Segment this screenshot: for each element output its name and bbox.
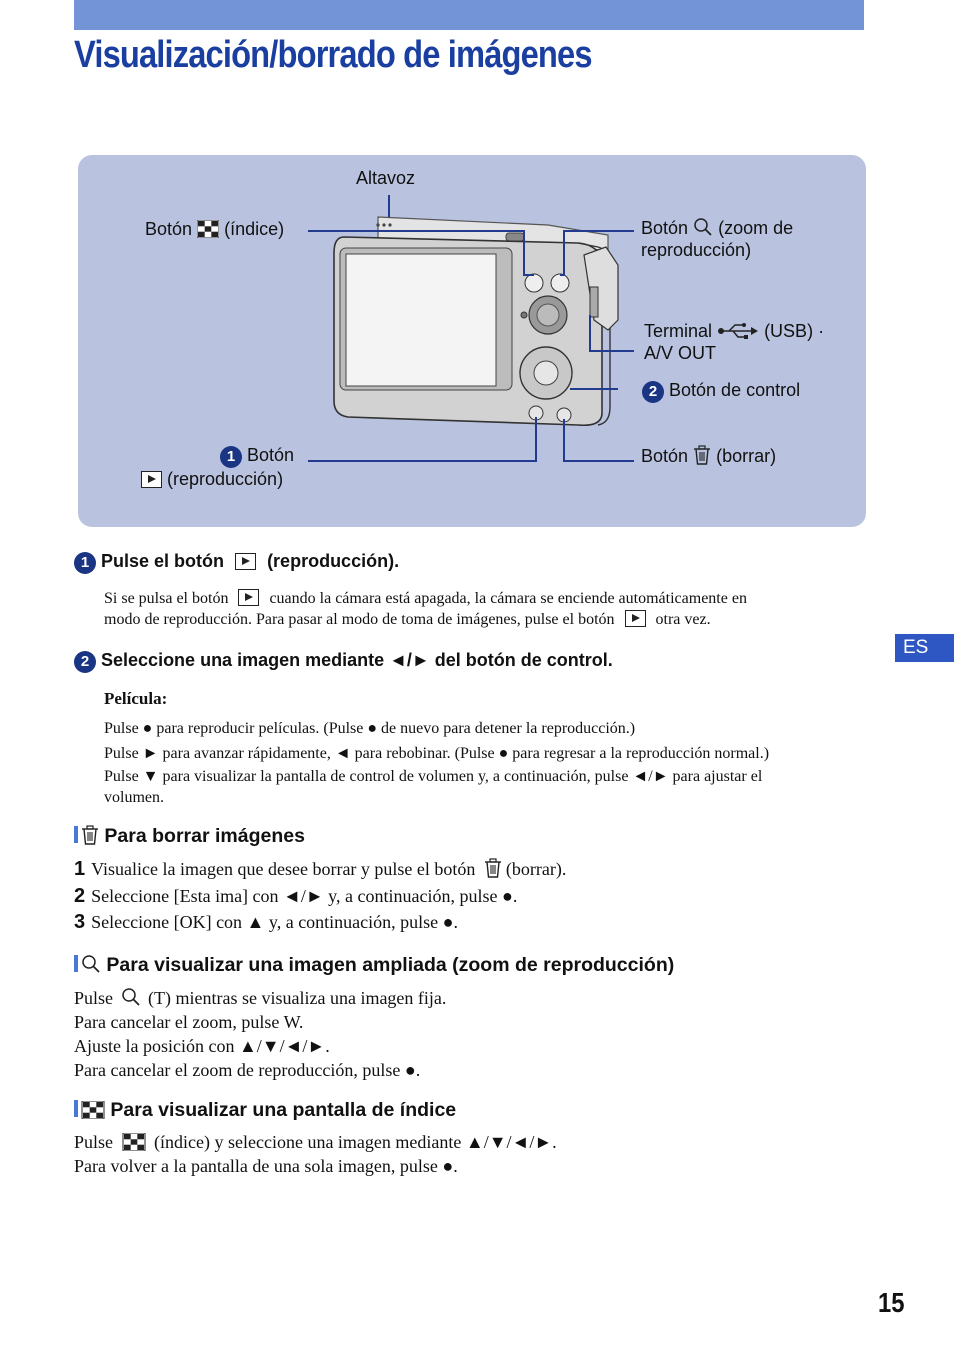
header-bar [74,0,864,30]
label-zoom-suffix: (zoom de [718,218,794,238]
indicator-lamp [521,312,527,318]
label-play-line2: (reproducción) [167,469,284,489]
language-tab: ES [895,634,954,662]
magnifier-icon [693,217,713,237]
label-terminal-text: Terminal [644,321,713,341]
label-zoom-text: Botón [641,218,689,238]
label-index-text: Botón [145,219,193,239]
index-line [74,1130,557,1154]
pelicula-line: volumen. [104,789,164,806]
label-terminal-line2: A/V OUT [644,343,717,363]
list-item [74,856,566,883]
label-altavoz: Altavoz [356,168,416,188]
zoom-body [74,986,446,1082]
label-play-button [141,444,294,490]
step1-text-c: modo de reproducción. Para pasar al modo de toma de imágenes, pulse el botón [104,611,615,628]
page-number: 15 [878,1287,905,1318]
zoom-heading-text: Para visualizar una imagen ampliada (zoom de reproducción) [106,954,675,976]
step1-body [104,588,747,630]
label-play-text: Botón [247,445,295,465]
speaker-hole [382,223,385,226]
zoom-line [74,986,446,1010]
step1-text-d: otra vez. [655,611,711,628]
section-bar [74,1100,78,1117]
list-number: 2 [74,884,86,907]
step1-text-a: Si se pulsa el botón [104,590,229,607]
trash-icon [693,445,711,465]
trash-icon [484,858,502,878]
terminal-port [590,287,598,317]
delete-section-heading [74,825,305,848]
list-text: Seleccione [Esta ima] con ◄/► y, a continuación, pulse ●. [91,885,518,906]
list-text: Visualice la imagen que desee borrar y pulse el botón [91,859,476,879]
label-index-suffix: (índice) [224,219,285,239]
zoom-line: Para cancelar el zoom de reproducción, pulse ●. [74,1060,421,1080]
pelicula-line: Pulse ● para reproducir películas. (Pulse ● de nuevo para detener la reproducción.) [104,720,636,737]
magnifier-icon [121,987,141,1007]
zoom-line: Para cancelar el zoom, pulse W. [74,1012,304,1032]
speaker-icon [376,223,379,226]
index-line1-a: Pulse [74,1132,114,1152]
label-zoom-line2: reproducción) [641,240,752,260]
delete-steps [74,856,566,936]
label-delete-suffix: (borrar) [716,446,777,466]
step1-body-line1 [104,588,747,609]
usb-icon [717,322,759,340]
index-icon [197,220,219,238]
play-icon [625,610,646,627]
shutter-button [506,233,524,241]
step2-heading [74,650,613,673]
list-text-suffix: (borrar). [505,859,567,879]
label-terminal [644,320,824,364]
zoom-button-shape [551,274,569,292]
step1-body-line2 [104,609,747,630]
section-bar [74,826,78,843]
step1-heading-suffix: (reproducción). [267,551,400,571]
step2-heading-text: Seleccione una imagen mediante ◄/► del botón de control. [101,650,613,670]
mode-dial-center [537,304,559,326]
pelicula-line: Pulse ► para avanzar rápidamente, ◄ para rebobinar. (Pulse ● para regresar a la reproducción normal.) [104,744,770,762]
leader-play [308,417,536,461]
lcd-screen [346,254,496,386]
index-line1-b: (índice) y seleccione una imagen mediante ▲/▼/◄/►. [154,1132,557,1152]
list-item [74,909,566,936]
section-bar [74,955,78,972]
speaker-hole [388,223,391,226]
trash-icon [81,825,99,845]
zoom-line1-a: Pulse [74,988,114,1008]
index-heading-text: Para visualizar una pantalla de índice [110,1099,457,1121]
play-icon [238,589,259,606]
play-icon [141,471,162,488]
label-index-button [145,218,284,240]
list-number: 3 [74,911,86,933]
marker-1: 1 [220,446,242,468]
zoom-section-heading [74,954,674,977]
step1-heading [74,551,399,574]
label-terminal-suffix: (USB) · [764,321,825,341]
index-line: Para volver a la pantalla de una sola imagen, pulse ●. [74,1156,458,1176]
camera-figure [78,155,866,527]
control-button-center [534,361,558,385]
pelicula-list [104,717,884,808]
step1-text-b: cuando la cámara está apagada, la cámara se enciende automáticamente en [269,590,747,607]
index-body [74,1130,557,1178]
list-item [74,883,566,910]
label-control-button [642,379,800,403]
step2-marker: 2 [74,651,96,673]
index-icon [122,1133,146,1151]
play-icon [235,553,256,570]
list-number: 1 [74,858,86,880]
step1-marker: 1 [74,552,96,574]
index-icon [81,1101,105,1119]
label-control-text: Botón de control [669,380,801,400]
delete-heading-text: Para borrar imágenes [104,825,305,847]
zoom-line1-b: (T) mientras se visualiza una imagen fija. [148,988,447,1008]
label-zoom-button [641,217,793,261]
label-delete-button [641,445,776,467]
zoom-line: Ajuste la posición con ▲/▼/◄/►. [74,1036,330,1056]
list-text: Seleccione [OK] con ▲ y, a continuación, pulse ●. [91,912,459,932]
step1-heading-text: Pulse el botón [101,551,225,571]
label-delete-text: Botón [641,446,689,466]
marker-2: 2 [642,381,664,403]
pelicula-line: Pulse ▼ para visualizar la pantalla de control de volumen y, a continuación, pulse ◄/► para ajustar el [104,768,763,785]
page-title: Visualización/borrado de imágenes [74,34,592,76]
magnifier-icon [81,954,101,974]
index-button-shape [525,274,543,292]
pelicula-subheading: Película: [104,689,168,708]
index-section-heading [74,1099,456,1122]
